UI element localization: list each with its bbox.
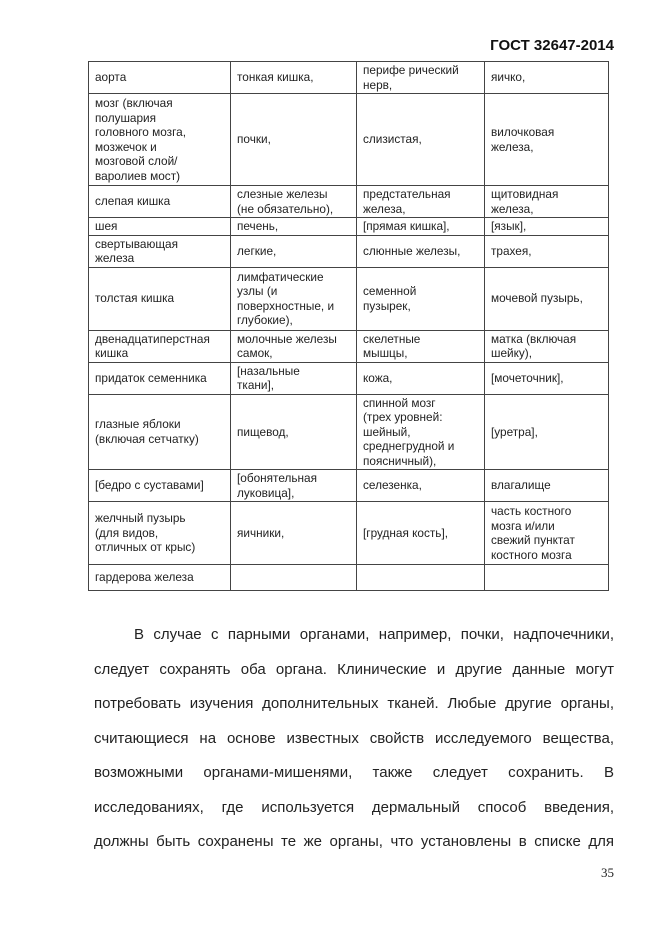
table-cell: толстая кишка bbox=[89, 267, 231, 330]
table-cell: шея bbox=[89, 218, 231, 236]
table-cell bbox=[231, 565, 357, 591]
document-code: ГОСТ 32647-2014 bbox=[490, 37, 614, 54]
table-cell: [бедро с суставами] bbox=[89, 470, 231, 502]
table-cell: свертывающая железа bbox=[89, 235, 231, 267]
table-cell: [мочеточник], bbox=[485, 362, 609, 394]
table-cell bbox=[485, 565, 609, 591]
table-cell: кожа, bbox=[357, 362, 485, 394]
table-row bbox=[89, 362, 609, 394]
table-cell: трахея, bbox=[485, 235, 609, 267]
paragraph-line: исследованиях, где используется дермальный способ введения, bbox=[94, 798, 614, 816]
table-cell: [обонятельная луковица], bbox=[231, 470, 357, 502]
table-cell: часть костного мозга и/или свежий пунктат костного мозга bbox=[485, 502, 609, 565]
table-cell: [назальные ткани], bbox=[231, 362, 357, 394]
table-cell: матка (включая шейку), bbox=[485, 330, 609, 362]
table-cell: аорта bbox=[89, 62, 231, 94]
table-cell: придаток семенника bbox=[89, 362, 231, 394]
paragraph-line: В случае с парными органами, например, почки, надпочечники, bbox=[134, 626, 614, 643]
table-cell: слезные железы (не обязательно), bbox=[231, 186, 357, 218]
paragraph-line: возможными органами-мишенями, также следует сохранить. В bbox=[94, 764, 614, 781]
table-cell: тонкая кишка, bbox=[231, 62, 357, 94]
table-row bbox=[89, 267, 609, 330]
table-cell bbox=[357, 565, 485, 591]
table-cell: лимфатические узлы (и поверхностные, и глубокие), bbox=[231, 267, 357, 330]
table-cell: семенной пузырек, bbox=[357, 267, 485, 330]
body-paragraph bbox=[94, 618, 614, 860]
paragraph-line: потребовать изучения дополнительных тканей. Любые другие органы, bbox=[94, 695, 614, 712]
table-row bbox=[89, 186, 609, 218]
table-cell: [прямая кишка], bbox=[357, 218, 485, 236]
table-row bbox=[89, 565, 609, 591]
table-row bbox=[89, 218, 609, 236]
table-cell: легкие, bbox=[231, 235, 357, 267]
table-row bbox=[89, 62, 609, 94]
table-cell: скелетные мышцы, bbox=[357, 330, 485, 362]
paragraph-line: должны быть сохранены те же органы, что установлены в списке для bbox=[94, 833, 614, 850]
table-cell: [язык], bbox=[485, 218, 609, 236]
table-cell: желчный пузырь (для видов, отличных от крыс) bbox=[89, 502, 231, 565]
table-cell: спинной мозг (трех уровней: шейный, среднегрудной и поясничный), bbox=[357, 394, 485, 470]
table-row bbox=[89, 94, 609, 186]
table-cell: мочевой пузырь, bbox=[485, 267, 609, 330]
table-row bbox=[89, 470, 609, 502]
table-row bbox=[89, 330, 609, 362]
table-cell: яичники, bbox=[231, 502, 357, 565]
table-row bbox=[89, 235, 609, 267]
table-cell: почки, bbox=[231, 94, 357, 186]
table-cell: щитовидная железа, bbox=[485, 186, 609, 218]
table-row bbox=[89, 502, 609, 565]
paragraph-line: считающиеся на основе известных свойств исследуемого вещества, bbox=[94, 729, 614, 747]
table-cell: слизистая, bbox=[357, 94, 485, 186]
table-cell: молочные железы самок, bbox=[231, 330, 357, 362]
table-cell: печень, bbox=[231, 218, 357, 236]
table-cell: вилочковая железа, bbox=[485, 94, 609, 186]
table-cell: перифе рический нерв, bbox=[357, 62, 485, 94]
page-number: 35 bbox=[601, 865, 614, 880]
table-cell: [грудная кость], bbox=[357, 502, 485, 565]
table-cell: слепая кишка bbox=[89, 186, 231, 218]
table-cell: двенадцатиперстная кишка bbox=[89, 330, 231, 362]
table-cell: гардерова железа bbox=[89, 565, 231, 591]
table-cell: яичко, bbox=[485, 62, 609, 94]
table-cell: пищевод, bbox=[231, 394, 357, 470]
paragraph-line: следует сохранять оба органа. Клинические и другие данные могут bbox=[94, 660, 614, 678]
table-cell: предстательная железа, bbox=[357, 186, 485, 218]
table-cell: селезенка, bbox=[357, 470, 485, 502]
table-cell: глазные яблоки (включая сетчатку) bbox=[89, 394, 231, 470]
table-row bbox=[89, 394, 609, 470]
organ-table-body bbox=[89, 62, 609, 591]
table-cell: мозг (включая полушария головного мозга, мозжечок и мозговой слой/ варолиев мост) bbox=[89, 94, 231, 186]
table-cell: влагалище bbox=[485, 470, 609, 502]
organ-table bbox=[88, 61, 609, 591]
table-cell: слюнные железы, bbox=[357, 235, 485, 267]
table-cell: [уретра], bbox=[485, 394, 609, 470]
